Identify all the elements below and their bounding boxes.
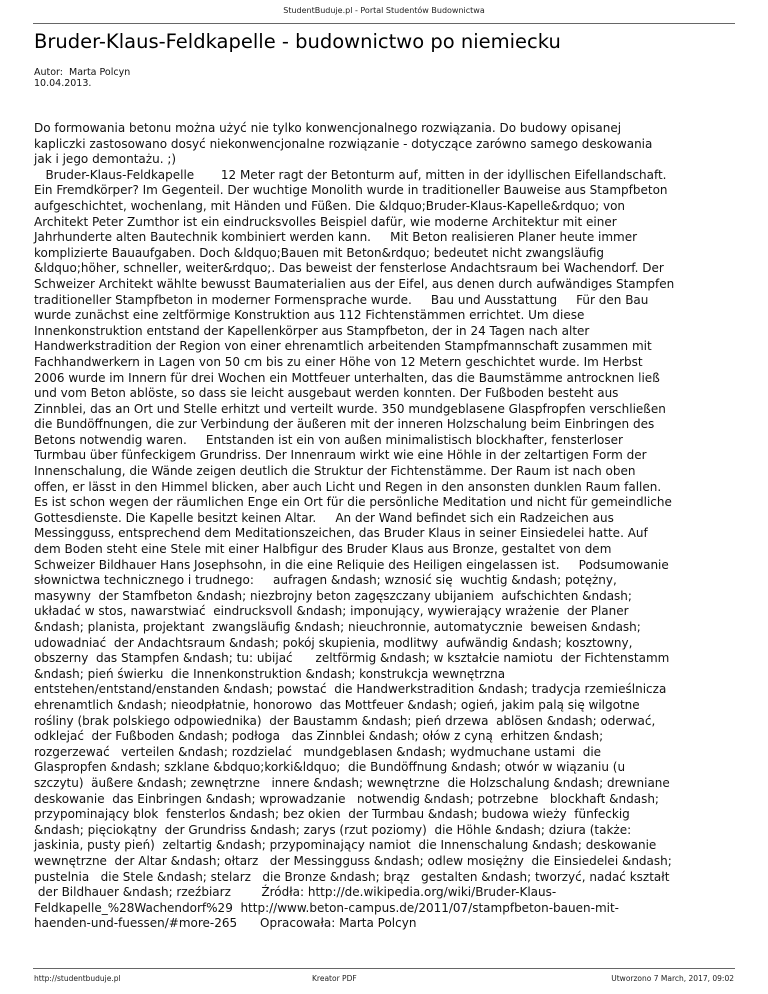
- article-meta: [34, 67, 130, 89]
- body-line: Glaspropfen &ndash; szklane &bdquo;korki&ldquo; die Bundöffnung &ndash; otwór w wiązaniu (u: [34, 760, 626, 775]
- article-body: [34, 121, 752, 947]
- body-line: ehrenamtlich &ndash; nieodpłatnie, honorowo das Mottfeuer &ndash; ogień, jakim palą się wilgotne: [34, 697, 640, 712]
- body-line: die Bundöffnungen, die zur Verbindung der äußeren mit der inneren Holzschalung beim Einbringen des: [34, 417, 655, 432]
- body-line: Innenkonstruktion entstand der Kapellenkörper aus Stampfbeton, der in 24 Tagen nach alter: [34, 323, 590, 338]
- body-line: Jahrhunderte alten Bautechnik kombiniert werden kann. Mit Beton realisieren Planer heute immer: [34, 230, 638, 245]
- body-line: komplizierte Bauaufgaben. Doch &ldquo;Bauen mit Beton&rdquo; bedeutet nicht zwangsläufig: [34, 245, 604, 260]
- body-line: obszerny das Stampfen &ndash; tu: ubijać zeltförmig &ndash; w kształcie namiotu der Fichtenstamm: [34, 651, 670, 666]
- body-line: entstehen/entstand/enstanden &ndash; powstać die Handwerkstradition &ndash; tradycja rzemieślnicza: [34, 682, 667, 697]
- body-line: Messingguss, entsprechend dem Meditationszeichen, das Bruder Klaus in seiner Einsiedelei hatte. Auf: [34, 526, 648, 541]
- body-line: &ndash; planista, projektant zwangsläufig &ndash; nieuchronnie, automatycznie beweisen &ndash;: [34, 620, 641, 634]
- body-line: pustelnia die Stele &ndash; stelarz die Bronze &ndash; brąz gestalten &ndash; tworzyć, nadać kształt: [34, 869, 670, 884]
- author-line: Autor: Marta Polcyn: [34, 67, 131, 78]
- body-line: Handwerkstradition der Region von einer ehrenamtlich arbeitenden Stampfmannschaft zusammen mit: [34, 339, 652, 354]
- body-line: Feldkapelle_%28Wachendorf%29 http://www.beton-campus.de/2011/07/stampfbeton-bauen-mit-: [34, 900, 619, 915]
- body-line: masywny der Stamfbeton &ndash; niezbrojny beton zagęszczany ubijaniem aufschichten &ndash;: [34, 588, 632, 603]
- body-line: Gottesdienste. Die Kapelle besitzt keinen Altar. An der Wand befindet sich ein Radzeichen aus: [34, 510, 614, 525]
- body-line: aufgeschichtet, wochenlang, mit Händen und Füßen. Die &ldquo;Bruder-Klaus-Kapelle&rdquo; von: [34, 198, 626, 213]
- body-line: &ldquo;höher, schneller, weiter&rdquo;. Das beweist der fensterlose Andachtsraum bei Wachendorf. Der: [34, 261, 664, 276]
- body-line: kapliczki zastosowano dosyć niekonwencjonalne rozwiązanie - dotyczące zarówno samego deskowania: [34, 136, 653, 151]
- body-line: Turmbau über fünfeckigem Grundriss. Der Innenraum wirkt wie eine Höhle in der zeltartigen Form der: [34, 448, 647, 463]
- body-line: Schweizer Architekt wählte bewusst Baumaterialien aus der Eifel, aus denen durch aufwändiges Stampfen: [34, 276, 675, 291]
- body-line: haenden-und-fuessen/#more-265 Opracowała: Marta Polcyn: [34, 916, 417, 931]
- article-title: Bruder-Klaus-Feldkapelle - budownictwo po niemiecku: [34, 30, 561, 53]
- body-line: rozgerzewać verteilen &ndash; rozdzielać mundgeblasen &ndash; wydmuchane ustami die: [34, 744, 602, 759]
- body-line: Es ist schon wegen der räumlichen Enge ein Ort für die persönliche Meditation und nicht für gemeindliche: [34, 495, 672, 510]
- body-line: deskowanie das Einbringen &ndash; wprowadzanie notwendig &ndash; potrzebne blockhaft &ndash;: [34, 791, 659, 806]
- body-line: Fachhandwerkern in Lagen von 50 cm bis zu einer Höhe von 12 Metern geschichtet wurde. Im Herbst: [34, 354, 643, 369]
- body-line: Betons notwendig waren. Entstanden ist ein von außen minimalistisch blockhafter, fensterloser: [34, 432, 623, 447]
- body-line: słownictwa technicznego i trudnego: aufragen &ndash; wznosić się wuchtig &ndash; potężny,: [34, 573, 617, 588]
- body-line: 2006 wurde im Innern für drei Wochen ein Mottfeuer unterhalten, das die Baumstämme antrocknen ließ: [34, 370, 660, 385]
- body-line: &ndash; pień świerku die Innenkonstruktion &ndash; konstrukcja wewnętrzna: [34, 666, 506, 681]
- body-line: Do formowania betonu można użyć nie tylko konwencjonalnego rozwiązania. Do budowy opisanej: [34, 121, 622, 135]
- body-line: und vom Beton ablöste, so dass sie leicht ausgebaut werden konnten. Der Fußboden besteht aus: [34, 386, 619, 401]
- body-line: szczytu) äußere &ndash; zewnętrzne innere &ndash; wewnętrzne die Holzschalung &ndash; drewniane: [34, 775, 670, 790]
- body-line: Zinnblei, das an Ort und Stelle erhitzt und verteilt wurde. 350 mundgeblasene Glaspfropfen verschließen: [34, 401, 666, 416]
- body-line: odklejać der Fußboden &ndash; podłoga das Zinnblei &ndash; ołów z cyną erhitzen &ndash;: [34, 729, 604, 744]
- body-line: udowadniać der Andachtsraum &ndash; pokój skupienia, modlitwy aufwändig &ndash; kosztowny,: [34, 635, 633, 650]
- body-line: dem Boden steht eine Stele mit einer Halbfigur des Bruder Klaus aus Bronze, gestaltet von dem: [34, 542, 612, 557]
- body-line: [34, 932, 752, 948]
- page-header: StudentBuduje.pl - Portal Studentów Budownictwa: [283, 6, 485, 15]
- footer-created-timestamp: Utworzono 7 March, 2017, 09:02: [611, 974, 734, 983]
- body-line: der Bildhauer &ndash; rzeźbiarz Źródła: http://de.wikipedia.org/wiki/Bruder-Klaus-: [34, 885, 557, 900]
- body-line: przypominający blok fensterlos &ndash; bez okien der Turmbau &ndash; budowa wieży fünfeckig: [34, 807, 630, 822]
- header-divider: [33, 23, 735, 24]
- footer-divider: [33, 968, 735, 969]
- body-line: wewnętrzne der Altar &ndash; ołtarz der Messingguss &ndash; odlew mosiężny die Einsiedelei &ndash;: [34, 853, 672, 868]
- body-line: jak i jego demontażu. ;): [34, 152, 177, 167]
- body-line: układać w stos, nawarstwiać eindrucksvoll &ndash; imponujący, wywierający wrażenie der Planer: [34, 604, 629, 619]
- footer-creator: Kreator PDF: [312, 974, 357, 983]
- body-line: Architekt Peter Zumthor ist ein eindrucksvolles Beispiel dafür, wie moderne Architektur mit einer: [34, 214, 617, 229]
- body-line: Innenschalung, die Wände zeigen deutlich die Struktur der Fichtenstämme. Der Raum ist nach oben: [34, 464, 636, 479]
- body-line: wurde zunächst eine zeltförmige Konstruktion aus 112 Fichtenstämmen errichtet. Um diese: [34, 308, 585, 323]
- body-line: offen, er lässt in den Himmel blicken, aber auch Licht und Regen in den ansonsten dunklen Raum fallen.: [34, 479, 662, 494]
- body-line: Schweizer Bildhauer Hans Josephsohn, in die eine Reliquie des Heiligen eingelassen ist. Podsumowanie: [34, 557, 669, 572]
- body-line: rośliny (brak polskiego odpowiednika) der Baustamm &ndash; pień drzewa ablösen &ndash; oderwać,: [34, 713, 656, 728]
- body-line: jaskinia, pusty pień) zeltartig &ndash; przypominający namiot die Innenschalung &ndash; deskowanie: [34, 838, 657, 853]
- body-line: traditioneller Stampfbeton in moderner Formensprache wurde. Bau und Ausstattung Für den Bau: [34, 292, 649, 307]
- footer-site-url: http://studentbuduje.pl: [34, 974, 121, 983]
- body-line: Bruder-Klaus-Feldkapelle 12 Meter ragt der Betonturm auf, mitten in der idyllischen Eifellandschaft.: [34, 167, 667, 182]
- publish-date: 10.04.2013.: [34, 78, 92, 89]
- body-line: &ndash; pięciokątny der Grundriss &ndash; zarys (rzut poziomy) die Höhle &ndash; dziura (także:: [34, 822, 632, 837]
- body-line: Ein Fremdkörper? Im Gegenteil. Der wuchtige Monolith wurde in traditioneller Bauweise aus Stampfbeton: [34, 183, 668, 198]
